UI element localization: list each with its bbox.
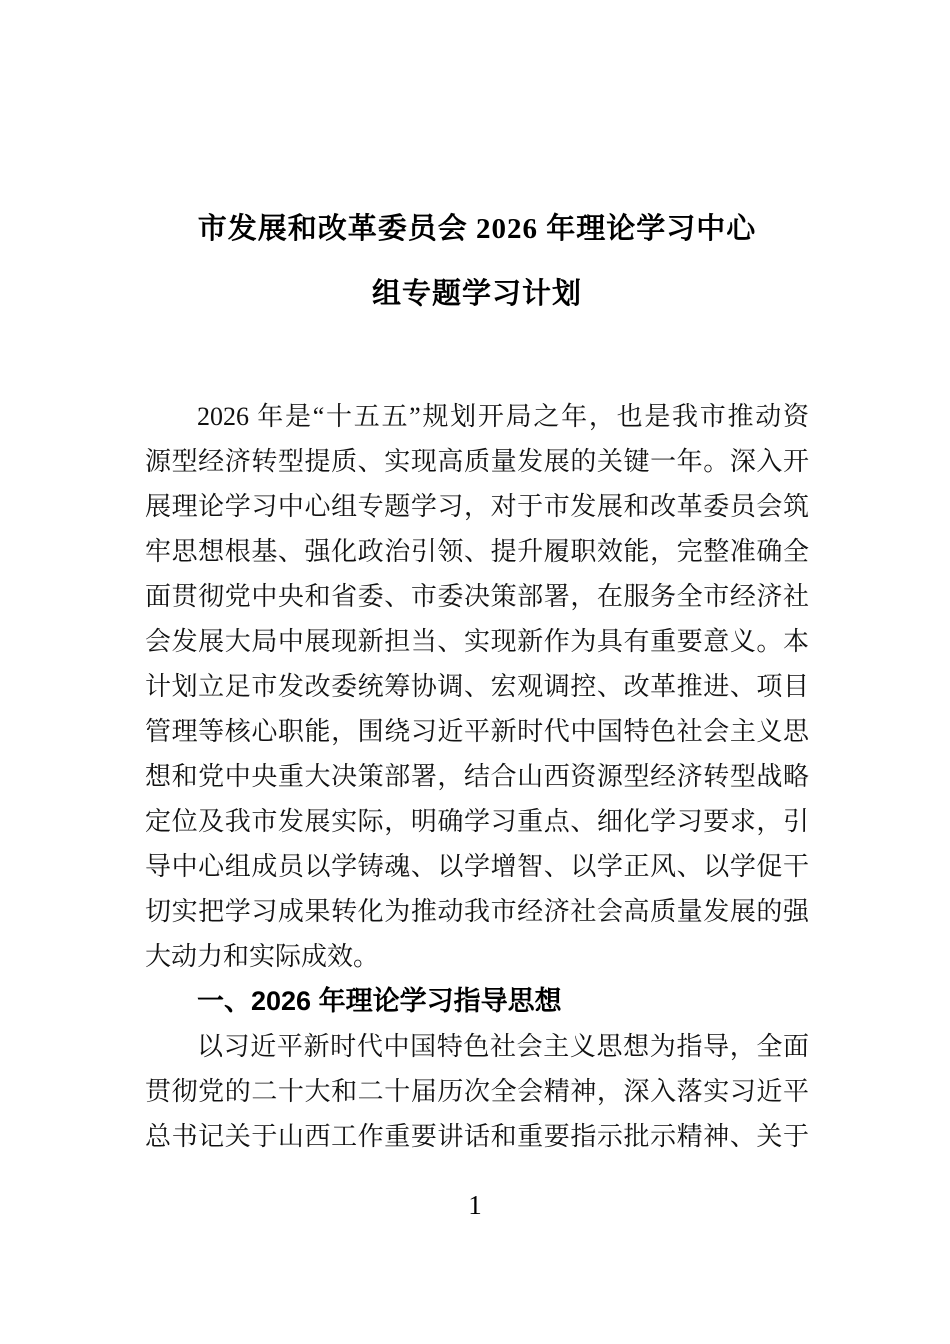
body-line: 会发展大局中展现新担当、实现新作为具有重要意义。本 (145, 627, 809, 656)
body-line: 展理论学习中心组专题学习，对于市发展和改革委员会筑 (145, 492, 809, 521)
title-line-2: 组专题学习计划 (371, 278, 582, 310)
body-line: 2026 年是“十五五”规划开局之年，也是我市推动资 (197, 402, 809, 431)
body-line: 想和党中央重大决策部署，结合山西资源型经济转型战略 (145, 762, 809, 791)
body-line: 管理等核心职能，围绕习近平新时代中国特色社会主义思 (145, 717, 809, 746)
document-title (145, 197, 809, 327)
paragraph-intro (145, 394, 809, 979)
document-body (145, 394, 809, 1159)
body-line: 总书记关于山西工作重要讲话和重要指示批示精神、关于 (145, 1122, 809, 1151)
body-line: 大动力和实际成效。 (145, 942, 380, 971)
body-line: 导中心组成员以学铸魂、以学增智、以学正风、以学促干 (145, 852, 809, 881)
page-number: 1 (468, 1190, 482, 1220)
body-line: 切实把学习成果转化为推动我市经济社会高质量发展的强 (145, 897, 809, 926)
body-line: 定位及我市发展实际，明确学习重点、细化学习要求，引 (145, 807, 809, 836)
body-line: 计划立足市发改委统筹协调、宏观调控、改革推进、项目 (145, 672, 809, 701)
paragraph-guiding-thought (145, 1024, 809, 1159)
body-line: 源型经济转型提质、实现高质量发展的关键一年。深入开 (145, 447, 809, 476)
page-content (145, 197, 809, 1159)
body-line: 牢思想根基、强化政治引领、提升履职效能，完整准确全 (145, 537, 809, 566)
section-heading: 一、2026 年理论学习指导思想 (197, 986, 562, 1016)
body-line: 以习近平新时代中国特色社会主义思想为指导，全面 (197, 1032, 809, 1061)
body-line: 贯彻党的二十大和二十届历次全会精神，深入落实习近平 (145, 1077, 809, 1106)
body-line: 面贯彻党中央和省委、市委决策部署，在服务全市经济社 (145, 582, 809, 611)
title-line-1: 市发展和改革委员会 2026 年理论学习中心 (197, 213, 757, 245)
